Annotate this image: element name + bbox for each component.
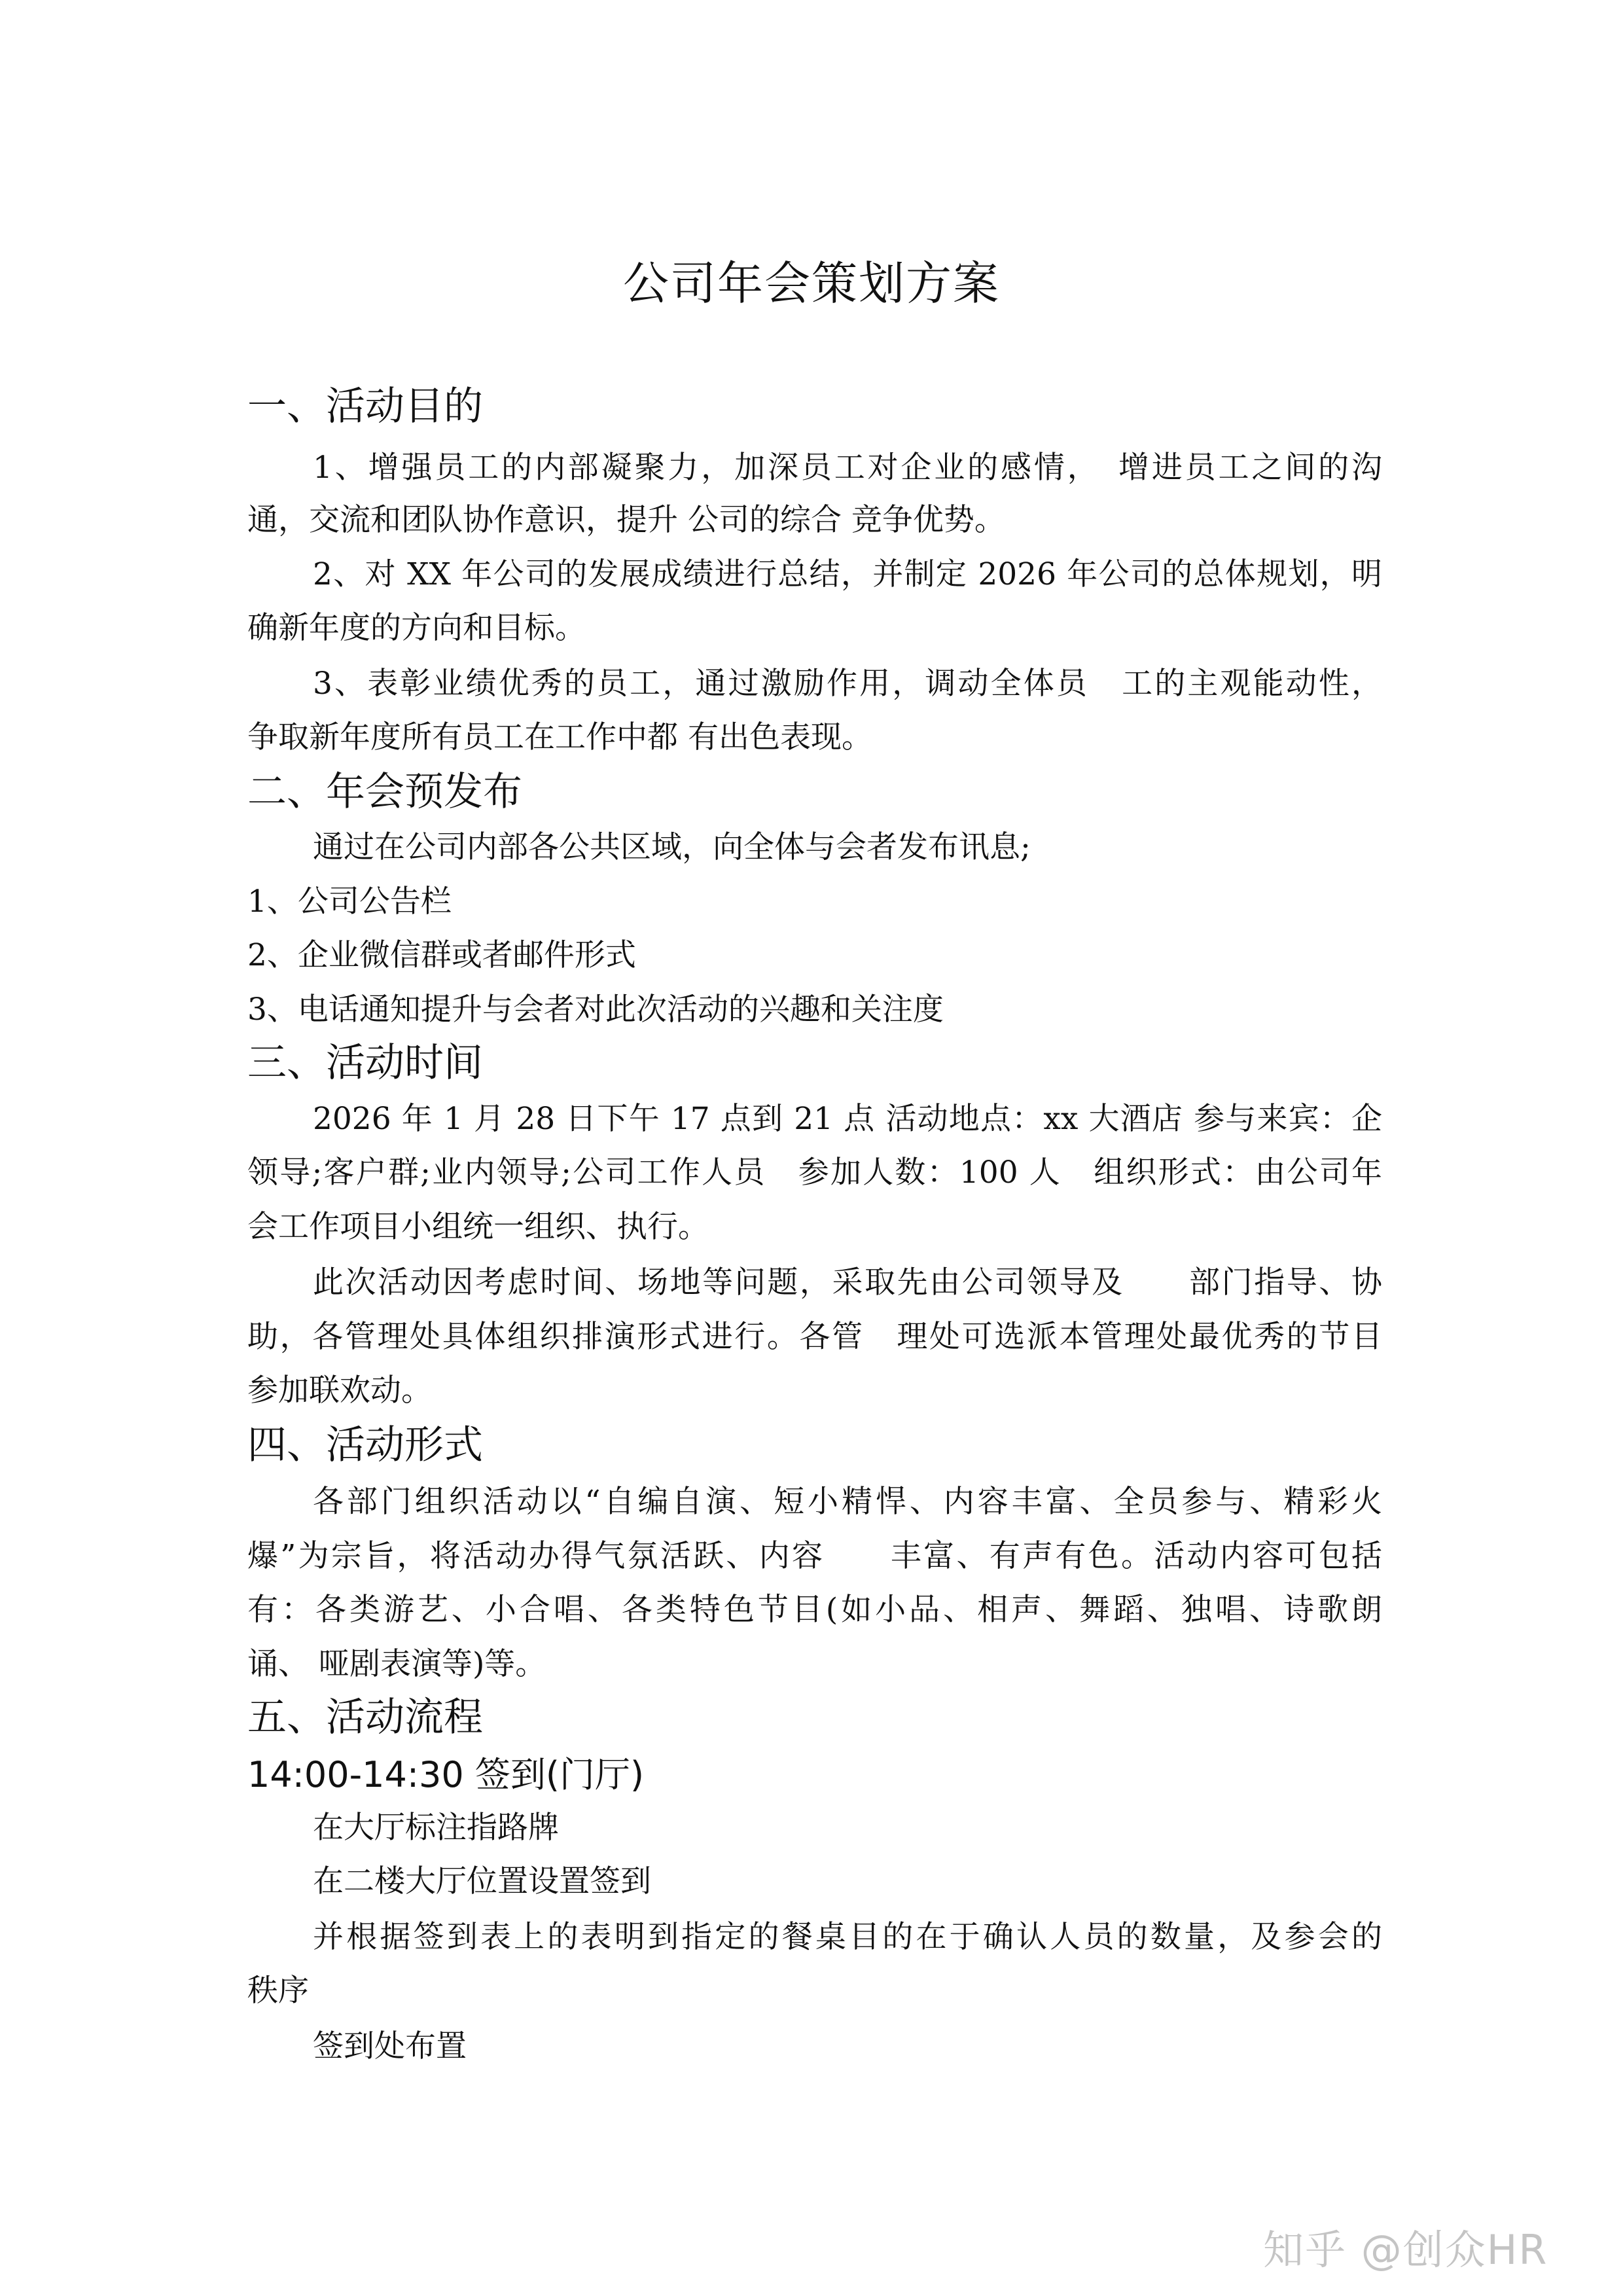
paragraph-line: 此次活动因考虑时间、场地等问题，采取先由公司领导及 部门指导、协 bbox=[313, 1265, 1382, 1300]
paragraph-line: 在二楼大厅位置设置签到 bbox=[313, 1863, 651, 1899]
paragraph-line: 参加联欢动。 bbox=[247, 1372, 432, 1408]
schedule-time-heading: 14:00-14:30 签到(门厅) bbox=[247, 1754, 645, 1795]
paragraph-line: 通，交流和团队协作意识，提升 公司的综合 竞争优势。 bbox=[247, 502, 1005, 538]
list-item: 3、电话通知提升与会者对此次活动的兴趣和关注度 bbox=[247, 992, 944, 1028]
section-heading-time: 三、活动时间 bbox=[247, 1040, 483, 1086]
section-heading-prerelease: 二、年会预发布 bbox=[247, 769, 522, 815]
paragraph-line: 领导;客户群;业内领导;公司工作人员 参加人数：100 人 组织形式：由公司年 bbox=[247, 1155, 1382, 1191]
paragraph-line: 1、增强员工的内部凝聚力，加深员工对企业的感情， 增进员工之间的沟 bbox=[313, 450, 1382, 486]
section-heading-format: 四、活动形式 bbox=[247, 1422, 483, 1468]
paragraph-line: 确新年度的方向和目标。 bbox=[247, 610, 586, 646]
section-heading-purpose: 一、活动目的 bbox=[247, 384, 483, 429]
paragraph-line: 签到处布置 bbox=[313, 2028, 467, 2064]
paragraph-line: 助，各管理处具体组织排演形式进行。各管 理处可选派本管理处最优秀的节目 bbox=[247, 1319, 1382, 1355]
section-heading-process: 五、活动流程 bbox=[247, 1695, 483, 1740]
paragraph-line: 并根据签到表上的表明到指定的餐桌目的在于确认人员的数量，及参会的 bbox=[313, 1919, 1382, 1955]
paragraph-line: 诵、 哑剧表演等)等。 bbox=[247, 1646, 546, 1682]
paragraph-line: 在大厅标注指路牌 bbox=[313, 1810, 559, 1846]
paragraph-line: 秩序 bbox=[247, 1973, 309, 2009]
list-item: 2、企业微信群或者邮件形式 bbox=[247, 937, 636, 973]
paragraph-line: 3、表彰业绩优秀的员工，通过激励作用，调动全体员 工的主观能动性， bbox=[313, 666, 1382, 702]
list-item: 1、公司公告栏 bbox=[247, 884, 452, 920]
paragraph-line: 有：各类游艺、小合唱、各类特色节目(如小品、相声、舞蹈、独唱、诗歌朗 bbox=[247, 1592, 1382, 1628]
watermark: 知乎 @创众HR bbox=[1263, 2226, 1548, 2274]
paragraph-line: 2、对 XX 年公司的发展成绩进行总结，并制定 2026 年公司的总体规划，明 bbox=[313, 556, 1382, 592]
paragraph-line: 各部门组织活动以“自编自演、短小精悍、内容丰富、全员参与、精彩火 bbox=[313, 1484, 1382, 1520]
paragraph-line: 爆”为宗旨，将活动办得气氛活跃、内容 丰富、有声有色。活动内容可包括 bbox=[247, 1538, 1382, 1574]
paragraph-line: 会工作项目小组统一组织、执行。 bbox=[247, 1209, 709, 1245]
document-title: 公司年会策划方案 bbox=[623, 257, 1000, 310]
paragraph-line: 争取新年度所有员工在工作中都 有出色表现。 bbox=[247, 719, 872, 755]
paragraph-line: 2026 年 1 月 28 日下午 17 点到 21 点 活动地点：xx 大酒店 参与来宾：企 bbox=[313, 1101, 1382, 1137]
paragraph-line: 通过在公司内部各公共区域，向全体与会者发布讯息; bbox=[313, 829, 1031, 865]
